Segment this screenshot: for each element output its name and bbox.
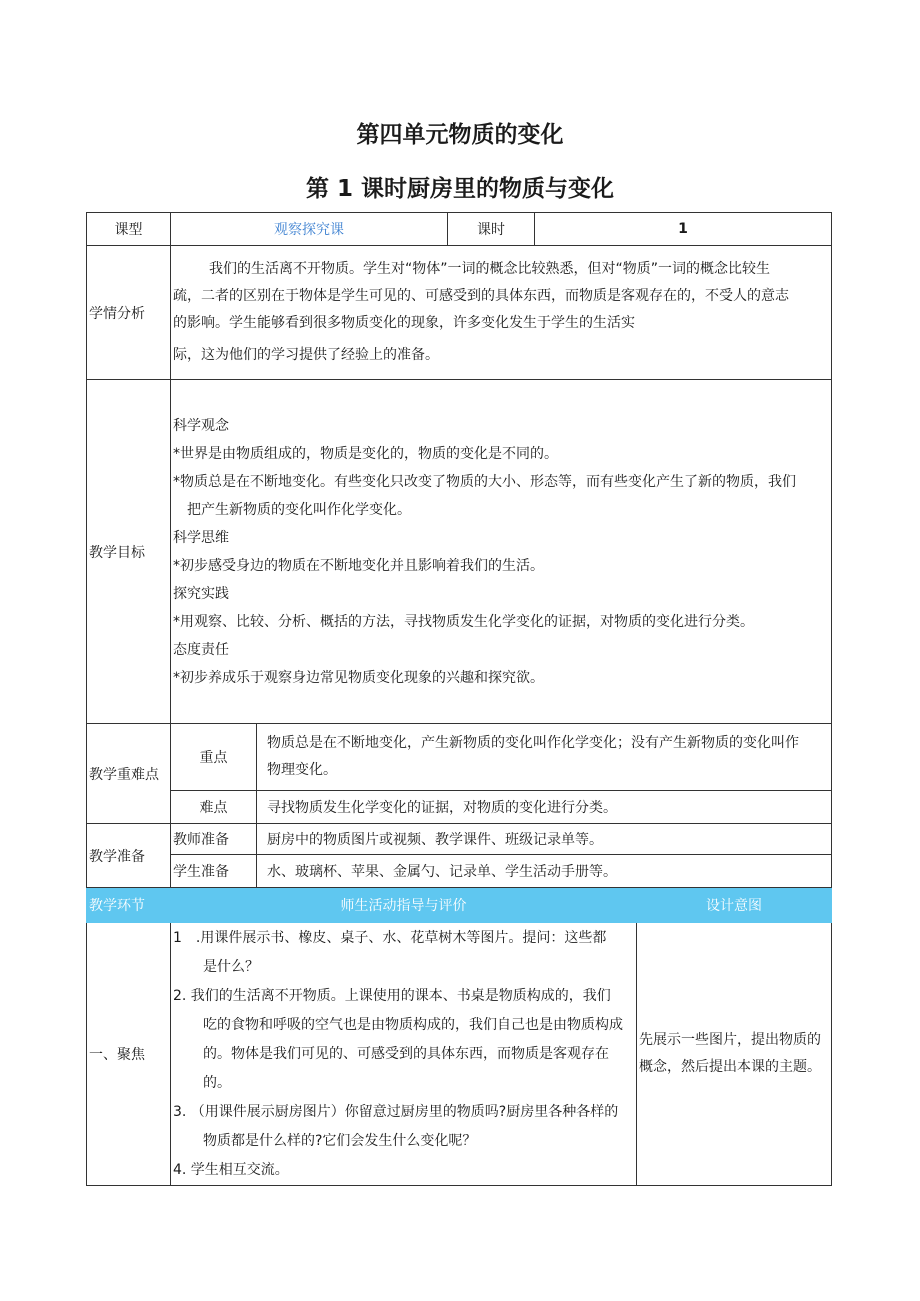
student-analysis-label: 学情分析 <box>87 246 171 380</box>
header-intent: 设计意图 <box>637 888 832 923</box>
step-item-cont: 是什么？ <box>203 958 259 975</box>
thinking-title: 科学思维 <box>173 529 229 546</box>
step-focus-intent <box>637 923 832 1186</box>
step-item: 2. 我们的生活离不开物质。上课使用的课本、书桌是物质构成的，我们 <box>173 987 611 1004</box>
key-points-label: 教学重难点 <box>87 724 171 824</box>
student-prep-content: 水、玻璃杯、苹果、金属勺、记录单、学生活动手册等。 <box>257 855 832 888</box>
step-item-cont: 物质都是什么样的?它们会发生什么变化呢？ <box>203 1132 477 1149</box>
focus-line: 物理变化。 <box>267 762 337 778</box>
preparation-label: 教学准备 <box>87 824 171 888</box>
step-item: 3. （用课件展示厨房图片）你留意过厨房里的物质吗?厨房里各种各样的 <box>173 1103 619 1120</box>
step-item-cont: 的。物体是我们可见的、可感受到的具体东西，而物质是客观存在 <box>203 1045 609 1062</box>
header-step: 教学环节 <box>87 888 171 923</box>
objectives-row <box>87 380 832 724</box>
difficulty-content: 寻找物质发生化学变化的证据，对物质的变化进行分类。 <box>257 791 832 824</box>
lesson-type-label: 课型 <box>87 213 171 246</box>
teacher-prep-label: 教师准备 <box>171 824 257 855</box>
thinking-item: *初步感受身边的物质在不断地变化并且影响着我们的生活。 <box>173 557 544 574</box>
attitude-title: 态度责任 <box>173 641 229 658</box>
lesson-type-row <box>87 213 832 246</box>
objectives-content <box>171 380 832 724</box>
step-item: 1 .用课件展示书、橡皮、桌子、水、花草树木等图片。提问：这些都 <box>173 929 607 946</box>
focus-content <box>257 724 832 791</box>
focus-line: 物质总是在不断地变化，产生新物质的变化叫作化学变化；没有产生新物质的变化叫作 <box>267 735 799 751</box>
difficulty-row <box>87 791 832 824</box>
practice-title: 探究实践 <box>173 585 229 602</box>
lesson-title: 第 1 课时厨房里的物质与变化 <box>305 176 615 202</box>
concept-title: 科学观念 <box>173 417 229 434</box>
step-item: 4. 学生相互交流。 <box>173 1161 289 1178</box>
intent-line: 概念，然后提出本课的主题。 <box>639 1059 821 1075</box>
intent-line: 先展示一些图片，提出物质的 <box>639 1032 821 1048</box>
step-focus-content <box>171 923 637 1186</box>
objectives-label: 教学目标 <box>87 380 171 724</box>
student-prep-row <box>87 855 832 888</box>
concept-item: *世界是由物质组成的，物质是变化的，物质的变化是不同的。 <box>173 445 558 462</box>
step-item-cont: 的。 <box>203 1074 231 1091</box>
lesson-plan-table <box>86 212 832 1186</box>
analysis-line: 我们的生活离不开物质。学生对“物体”一词的概念比较熟悉，但对“物质”一词的概念比较生 <box>209 261 771 277</box>
analysis-line: 际，这为他们的学习提供了经验上的准备。 <box>173 347 439 363</box>
practice-item: *用观察、比较、分析、概括的方法，寻找物质发生化学变化的证据，对物质的变化进行分类。 <box>173 613 754 630</box>
analysis-line: 疏，二者的区别在于物体是学生可见的、可感受到的具体东西，而物质是客观存在的，不受人的意志 <box>173 288 789 304</box>
lesson-hours-value: 1 <box>535 213 832 246</box>
lesson-hours-label: 课时 <box>448 213 535 246</box>
step-focus-label: 一、聚焦 <box>87 923 171 1186</box>
concept-item: *物质总是在不断地变化。有些变化只改变了物质的大小、形态等，而有些变化产生了新的物质，我们 <box>173 473 796 490</box>
analysis-line: 的影响。学生能够看到很多物质变化的现象，许多变化发生于学生的生活实 <box>173 315 635 331</box>
header-activity: 师生活动指导与评价 <box>171 888 637 923</box>
difficulty-label: 难点 <box>171 791 257 824</box>
step-focus-row <box>87 923 832 1186</box>
focus-label: 重点 <box>171 724 257 791</box>
teacher-prep-row <box>87 824 832 855</box>
teacher-prep-content: 厨房中的物质图片或视频、教学课件、班级记录单等。 <box>257 824 832 855</box>
student-prep-label: 学生准备 <box>171 855 257 888</box>
concept-item-cont: 把产生新物质的变化叫作化学变化。 <box>187 501 411 518</box>
step-item-cont: 吃的食物和呼吸的空气也是由物质构成的，我们自己也是由物质构成 <box>203 1016 623 1033</box>
page-title: 第四单元物质的变化 <box>356 122 564 148</box>
focus-row <box>87 724 832 791</box>
student-analysis-content <box>171 246 832 380</box>
process-header-row <box>87 888 832 923</box>
student-analysis-row <box>87 246 832 380</box>
attitude-item: *初步养成乐于观察身边常见物质变化现象的兴趣和探究欲。 <box>173 669 544 686</box>
lesson-type-value: 观察探究课 <box>171 213 448 246</box>
